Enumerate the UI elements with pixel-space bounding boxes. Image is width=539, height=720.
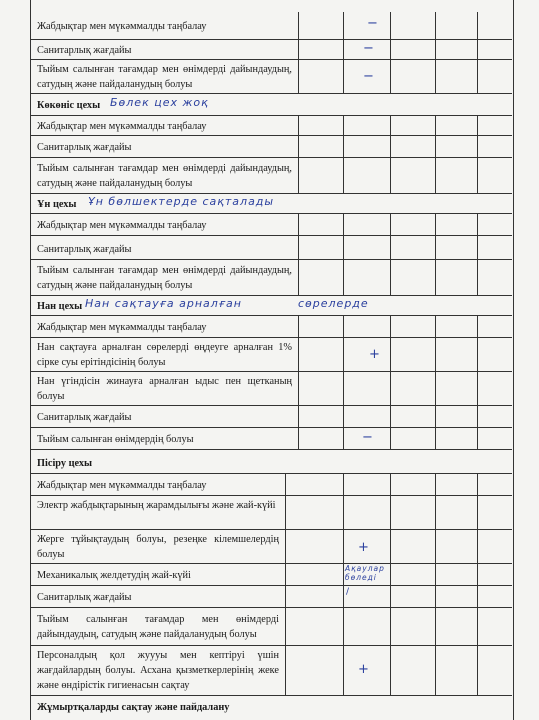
column-divider [477, 214, 478, 235]
column-divider [477, 646, 478, 695]
column-divider [477, 12, 478, 39]
column-divider [298, 236, 299, 259]
column-divider [435, 12, 436, 39]
column-divider [298, 428, 299, 449]
section-row [30, 696, 512, 720]
column-divider [477, 406, 478, 427]
table-row [30, 236, 512, 260]
column-divider [343, 564, 344, 585]
column-divider [477, 236, 478, 259]
column-divider [390, 406, 391, 427]
column-divider [298, 214, 299, 235]
column-divider [435, 372, 436, 405]
criterion-label: Тыйым салынған тағамдар мен өнімдерді дайындаудың, сатудың және пайдаланудың болуы [37, 265, 292, 291]
column-divider [285, 474, 286, 495]
column-divider [390, 608, 391, 645]
column-divider [477, 316, 478, 337]
table-row [30, 260, 512, 296]
column-divider [343, 586, 344, 607]
column-divider [390, 136, 391, 157]
column-divider [477, 474, 478, 495]
criterion-label: Тыйым салынған өнімдердің болуы [37, 434, 194, 445]
column-divider [390, 586, 391, 607]
column-divider [477, 260, 478, 295]
column-divider [435, 338, 436, 371]
column-divider [343, 474, 344, 495]
column-divider [343, 136, 344, 157]
table-row [30, 338, 512, 372]
criterion-label: Жабдықтар мен мүкәммалды таңбалау [37, 322, 207, 333]
column-divider [343, 214, 344, 235]
plus-mark: + [358, 540, 369, 555]
column-divider [435, 428, 436, 449]
column-divider [477, 136, 478, 157]
criterion-label: Нан сақтауға арналған сөрелерді өңдеуге арналған 1% сірке суы ерітіндісінің болуы [37, 342, 292, 368]
criterion-label: Тыйым салынған тағамдар мен өнімдерді дайындаудың, сатудың және пайдаланудың болуы [37, 614, 279, 640]
table-row [30, 406, 512, 428]
column-divider [285, 564, 286, 585]
column-divider [343, 372, 344, 405]
criterion-label: Тыйым салынған тағамдар мен өнімдерді дайындаудың, сатудың және пайдаланудың болуы [37, 64, 292, 90]
column-divider [390, 530, 391, 563]
section-row [30, 194, 512, 214]
column-divider [477, 116, 478, 135]
column-divider [477, 372, 478, 405]
table-row [30, 530, 512, 564]
table-row [30, 316, 512, 338]
column-divider [435, 60, 436, 93]
column-divider [390, 372, 391, 405]
section-title: Көкөніс цехы [37, 100, 101, 111]
column-divider [390, 158, 391, 193]
criterion-label: Жабдықтар мен мүкәммалды таңбалау [37, 21, 207, 32]
criterion-label: Жабдықтар мен мүкәммалды таңбалау [37, 480, 207, 491]
criterion-label: Санитарлық жағдайы [37, 244, 132, 255]
column-divider [390, 316, 391, 337]
table-row [30, 12, 512, 40]
dash-mark: − [363, 41, 374, 56]
column-divider [390, 474, 391, 495]
column-divider [477, 40, 478, 59]
column-divider [435, 40, 436, 59]
column-divider [285, 496, 286, 529]
table-row [30, 564, 512, 586]
table-row [30, 372, 512, 406]
criterion-label: Санитарлық жағдайы [37, 142, 132, 153]
column-divider [285, 530, 286, 563]
column-divider [343, 428, 344, 449]
column-divider [390, 214, 391, 235]
plus-mark: + [358, 662, 369, 677]
column-divider [298, 158, 299, 193]
tick-mark: / [346, 587, 350, 597]
section-title: Жұмыртқаларды сақтау және пайдалану [37, 702, 230, 713]
dash-mark: − [363, 69, 374, 84]
criterion-label: Санитарлық жағдайы [37, 592, 132, 603]
criterion-label: Тыйым салынған тағамдар мен өнімдерді дайындаудың, сатудың және пайдаланудың болуы [37, 163, 292, 189]
table-row [30, 496, 512, 530]
column-divider [285, 646, 286, 695]
column-divider [390, 12, 391, 39]
column-divider [343, 338, 344, 371]
criterion-label: Санитарлық жағдайы [37, 45, 132, 56]
section-row [30, 296, 512, 316]
column-divider [435, 496, 436, 529]
column-divider [298, 60, 299, 93]
column-divider [390, 60, 391, 93]
column-divider [343, 530, 344, 563]
table-row [30, 60, 512, 94]
column-divider [298, 316, 299, 337]
column-divider [477, 60, 478, 93]
handwritten-note: Ақаулар бөледі [345, 564, 385, 582]
column-divider [477, 338, 478, 371]
column-divider [343, 646, 344, 695]
column-divider [298, 116, 299, 135]
column-divider [435, 608, 436, 645]
criterion-label: Санитарлық жағдайы [37, 412, 132, 423]
criterion-label: Жабдықтар мен мүкәммалды таңбалау [37, 121, 207, 132]
column-divider [390, 260, 391, 295]
criterion-label: Жерге тұйықтаудың болуы, резеңке кілемшелердің болуы [37, 534, 279, 560]
column-divider [343, 158, 344, 193]
section-row [30, 94, 512, 116]
section-title: Пісіру цехы [37, 458, 93, 469]
column-divider [435, 136, 436, 157]
column-divider [343, 406, 344, 427]
column-divider [477, 586, 478, 607]
table-row [30, 474, 512, 496]
table-row [30, 136, 512, 158]
column-divider [390, 338, 391, 371]
table-row [30, 428, 512, 450]
table-row [30, 214, 512, 236]
table-row [30, 586, 512, 608]
column-divider [390, 40, 391, 59]
column-divider [477, 158, 478, 193]
column-divider [477, 496, 478, 529]
column-divider [390, 116, 391, 135]
section-title: Нан цехы [37, 301, 83, 312]
column-divider [390, 236, 391, 259]
criterion-label: Электр жабдықтарының жарамдылығы және жай-күйі [37, 500, 276, 511]
section-row [30, 450, 512, 474]
column-divider [390, 564, 391, 585]
column-divider [285, 586, 286, 607]
column-divider [343, 608, 344, 645]
handwritten-note: сөрелерде [298, 297, 369, 310]
column-divider [343, 316, 344, 337]
column-divider [343, 260, 344, 295]
criterion-label: Механикалық желдетудің жай-күйі [37, 570, 191, 581]
column-divider [343, 40, 344, 59]
handwritten-note: Нан сақтауға арналған [85, 297, 242, 310]
column-divider [343, 236, 344, 259]
column-divider [298, 260, 299, 295]
column-divider [435, 474, 436, 495]
table-row [30, 646, 512, 696]
table-row [30, 158, 512, 194]
column-divider [435, 236, 436, 259]
column-divider [435, 116, 436, 135]
column-divider [285, 608, 286, 645]
column-divider [477, 428, 478, 449]
column-divider [298, 40, 299, 59]
dash-mark: − [367, 16, 378, 31]
column-divider [343, 60, 344, 93]
column-divider [298, 372, 299, 405]
column-divider [435, 158, 436, 193]
column-divider [298, 136, 299, 157]
column-divider [477, 608, 478, 645]
column-divider [343, 12, 344, 39]
column-divider [435, 586, 436, 607]
criterion-label: Персоналдың қол жуууы мен кептіруі үшін жағдайлардың болуы. Асхана қызметкерлерінің жеке және өндірістік гигиенасын сақтау [37, 650, 279, 691]
column-divider [298, 338, 299, 371]
column-divider [435, 214, 436, 235]
table-row [30, 116, 512, 136]
column-divider [435, 260, 436, 295]
column-divider [298, 12, 299, 39]
column-divider [390, 646, 391, 695]
column-divider [390, 496, 391, 529]
column-divider [390, 428, 391, 449]
criterion-label: Нан үгіндісін жинауға арналған ыдыс пен щетканың болуы [37, 376, 292, 402]
column-divider [477, 530, 478, 563]
column-divider [343, 116, 344, 135]
column-divider [435, 530, 436, 563]
table-row [30, 608, 512, 646]
column-divider [343, 496, 344, 529]
column-divider [477, 564, 478, 585]
criterion-label: Жабдықтар мен мүкәммалды таңбалау [37, 220, 207, 231]
column-divider [435, 316, 436, 337]
dash-mark: − [362, 430, 373, 445]
plus-mark: + [369, 347, 380, 362]
section-title: Ұн цехы [37, 199, 77, 210]
column-divider [435, 406, 436, 427]
column-divider [298, 406, 299, 427]
handwritten-note: Ұн бөлшектерде сақталады [88, 195, 275, 208]
column-divider [435, 564, 436, 585]
column-divider [435, 646, 436, 695]
table-row [30, 40, 512, 60]
handwritten-note: Бөлек цех жоқ [110, 96, 209, 109]
